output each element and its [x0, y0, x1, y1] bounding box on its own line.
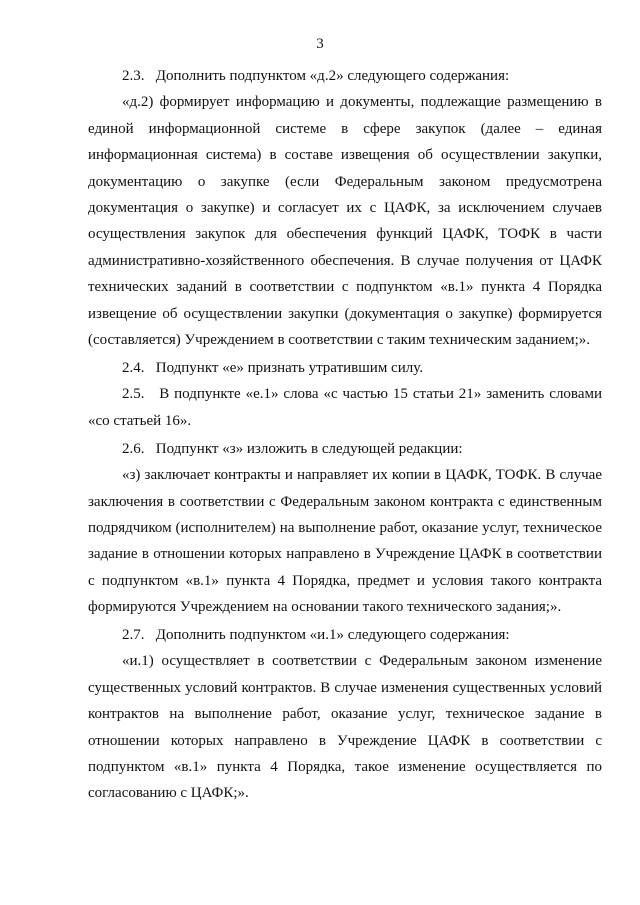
paragraph-2-5: 2.5. В подпункте «е.1» слова «с частью 15 статьи 21» заменить словами «со статьей 16». [88, 386, 602, 429]
paragraph-2-4: 2.4. Подпункт «е» признать утратившим силу. [122, 359, 423, 376]
paragraph-2-3: 2.3. Дополнить подпунктом «д.2» следующего содержания: [122, 68, 510, 84]
paragraph-d2-text: «д.2) формирует информацию и документы, подлежащие размещению в единой информационной системе в сфере закупок (далее – единая информационная система) в составе извещения об осуществлении закупки, документацию о закупке (если Федеральным законом предусмотрена документация о закупке) и согласует их с ЦАФК, за исключением случаев осуществления закупок для обеспечения функций ЦАФК, ТОФК в части административно-хозяйственного обеспечения. В случае получения от ЦАФК технических заданий в соответствии с подпунктом «в.1» пункта 4 Порядка извещение об осуществлении закупки (документация о закупке) формируется (составляется) Учреждением в соответствии с таким техническим заданием;». [88, 94, 602, 349]
paragraph-z-text: «з) заключает контракты и направляет их копии в ЦАФК, ТОФК. В случае заключения в соответствии с Федеральным законом контракта с единственным подрядчиком (исполнителем) на выполнение работ, оказание услуг, техническое задание в отношении которых направлено в Учреждение ЦАФК в соответствии с подпунктом «в.1» пункта 4 Порядка, предмет и условия такого контракта формируются Учреждением на основании такого технического задания;». [88, 467, 602, 616]
document-body [88, 63, 602, 807]
paragraph-i1-text: «и.1) осуществляет в соответствии с Федеральным законом изменение существенных условий контрактов. В случае изменения существенных условий контрактов на выполнение работ, оказание услуг, техническое задание в отношении которых направлено в Учреждение ЦАФК в соответствии с подпунктом «в.1» пункта 4 Порядка, такое изменение осуществляется по согласованию с ЦАФК;». [88, 653, 602, 802]
paragraph-2-7: 2.7. Дополнить подпунктом «и.1» следующего содержания: [122, 627, 510, 644]
paragraph-2-6: 2.6. Подпункт «з» изложить в следующей редакции: [122, 440, 463, 457]
page-number: 3 [316, 36, 324, 52]
